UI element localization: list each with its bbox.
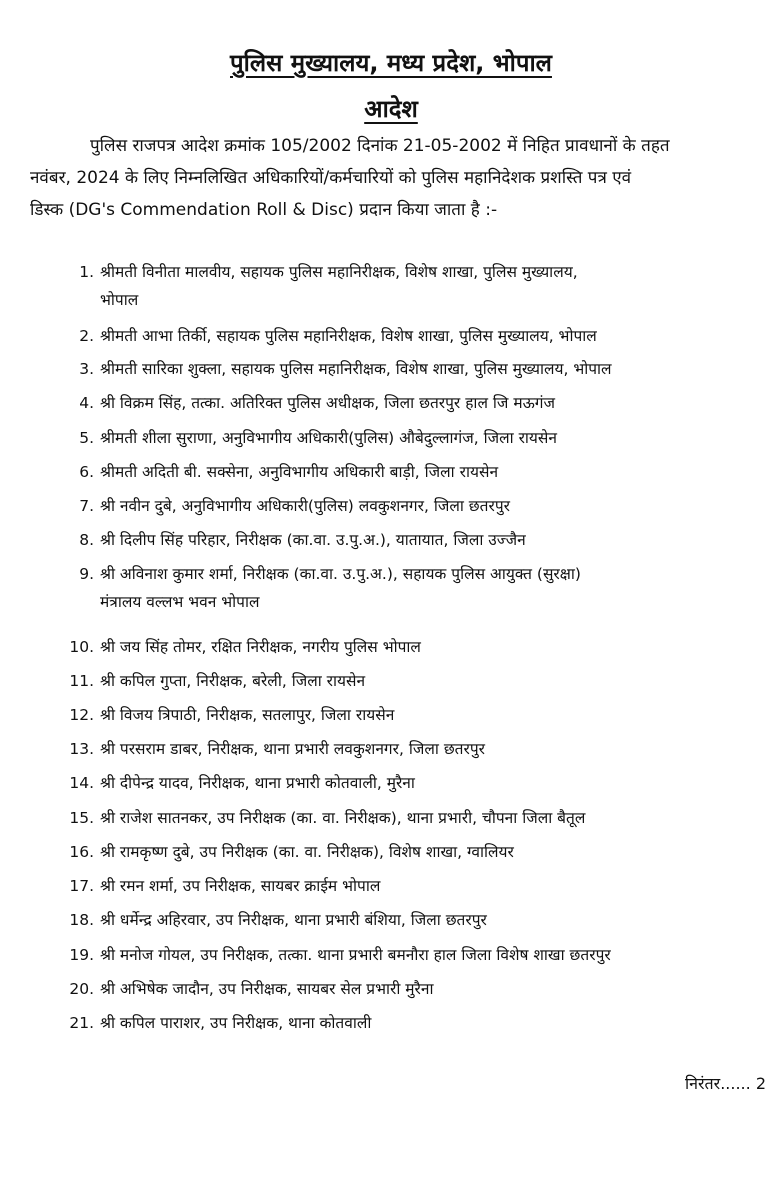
list-item-text: श्री रमन शर्मा, उप निरीक्षक, सायबर क्राईम भोपाल bbox=[100, 877, 381, 895]
list-item-text: श्रीमती आभा तिर्की, सहायक पुलिस महानिरीक्षक, विशेष शाखा, पुलिस मुख्यालय, भोपाल bbox=[100, 327, 597, 345]
list-item-number: 12. bbox=[69, 706, 94, 724]
list-item-number: 6. bbox=[79, 463, 94, 481]
list-item-text: श्री दीपेन्द्र यादव, निरीक्षक, थाना प्रभारी कोतवाली, मुरैना bbox=[100, 774, 415, 792]
list-item-number: 15. bbox=[69, 809, 94, 827]
list-item-number: 9. bbox=[79, 565, 94, 583]
list-item-number: 13. bbox=[69, 740, 94, 758]
list-item-text: श्री राजेश सातनकर, उप निरीक्षक (का. वा. निरीक्षक), थाना प्रभारी, चौपना जिला बैतूल bbox=[100, 809, 586, 827]
list-item-number: 18. bbox=[69, 911, 94, 929]
list-item-text: श्री नवीन दुबे, अनुविभागीय अधिकारी(पुलिस) लवकुशनगर, जिला छतरपुर bbox=[100, 497, 510, 515]
list-item-text-continued: भोपाल bbox=[100, 291, 139, 309]
list-item-text: श्रीमती अदिती बी. सक्सेना, अनुविभागीय अधिकारी बाड़ी, जिला रायसेन bbox=[100, 463, 499, 481]
list-item-number: 10. bbox=[69, 638, 94, 656]
list-item-number: 1. bbox=[79, 263, 94, 281]
intro-line-3: डिस्क (DG's Commendation Roll & Disc) प्रदान किया जाता है :- bbox=[30, 200, 498, 220]
list-item-text: श्री दिलीप सिंह परिहार, निरीक्षक (का.वा. उ.पु.अ.), यातायात, जिला उज्जैन bbox=[100, 531, 526, 549]
list-item-text: श्री विक्रम सिंह, तत्का. अतिरिक्त पुलिस अधीक्षक, जिला छतरपुर हाल जि मऊगंज bbox=[100, 394, 555, 412]
intro-paragraph bbox=[30, 130, 782, 226]
order-heading bbox=[0, 92, 782, 125]
list-item-number: 14. bbox=[69, 774, 94, 792]
list-item-number: 16. bbox=[69, 843, 94, 861]
list-item-text: श्री विजय त्रिपाठी, निरीक्षक, सतलापुर, जिला रायसेन bbox=[100, 706, 395, 724]
list-item-text: श्री धर्मेन्द्र अहिरवार, उप निरीक्षक, थाना प्रभारी बंशिया, जिला छतरपुर bbox=[100, 911, 487, 929]
list-item-text: श्री कपिल पाराशर, उप निरीक्षक, थाना कोतवाली bbox=[100, 1014, 372, 1032]
list-item-text: श्री मनोज गोयल, उप निरीक्षक, तत्का. थाना प्रभारी बमनौरा हाल जिला विशेष शाखा छतरपुर bbox=[100, 946, 611, 964]
page-title bbox=[0, 46, 782, 79]
intro-line-1: पुलिस राजपत्र आदेश क्रमांक 105/2002 दिनांक 21-05-2002 में निहित प्रावधानों के तहत bbox=[90, 136, 670, 156]
list-item-number: 7. bbox=[79, 497, 94, 515]
list-item-number: 3. bbox=[79, 360, 94, 378]
list-item-number: 17. bbox=[69, 877, 94, 895]
list-item-number: 11. bbox=[69, 672, 94, 690]
list-item-number: 2. bbox=[79, 327, 94, 345]
list-item-text: श्री कपिल गुप्ता, निरीक्षक, बरेली, जिला रायसेन bbox=[100, 672, 366, 690]
list-item-text: श्रीमती सारिका शुक्ला, सहायक पुलिस महानिरीक्षक, विशेष शाखा, पुलिस मुख्यालय, भोपाल bbox=[100, 360, 612, 378]
list-item-text: श्री रामकृष्ण दुबे, उप निरीक्षक (का. वा. निरीक्षक), विशेष शाखा, ग्वालियर bbox=[100, 843, 514, 861]
list-item-text: श्री जय सिंह तोमर, रक्षित निरीक्षक, नगरीय पुलिस भोपाल bbox=[100, 638, 421, 656]
list-item-number: 4. bbox=[79, 394, 94, 412]
list-item-text-continued: मंत्रालय वल्लभ भवन भोपाल bbox=[100, 593, 260, 611]
list-item-text: श्रीमती शीला सुराणा, अनुविभागीय अधिकारी(पुलिस) औबेदुल्लागंज, जिला रायसेन bbox=[100, 429, 558, 447]
list-item-number: 21. bbox=[69, 1014, 94, 1032]
intro-line-2: नवंबर, 2024 के लिए निम्नलिखित अधिकारियों/कर्मचारियों को पुलिस महानिदेशक प्रशस्ति पत्र एवं bbox=[30, 168, 632, 188]
list-item-number: 8. bbox=[79, 531, 94, 549]
list-item-number: 5. bbox=[79, 429, 94, 447]
list-item-number: 20. bbox=[69, 980, 94, 998]
list-item-text: श्री अभिषेक जादौन, उप निरीक्षक, सायबर सेल प्रभारी मुरैना bbox=[100, 980, 434, 998]
list-item-text: श्री परसराम डाबर, निरीक्षक, थाना प्रभारी लवकुशनगर, जिला छतरपुर bbox=[100, 740, 485, 758]
list-item-text: श्रीमती विनीता मालवीय, सहायक पुलिस महानिरीक्षक, विशेष शाखा, पुलिस मुख्यालय, bbox=[100, 263, 578, 281]
continued-marker: निरंतर...... 2 bbox=[684, 1074, 766, 1093]
list-item-number: 19. bbox=[69, 946, 94, 964]
page-title-text: पुलिस मुख्यालय, मध्य प्रदेश, भोपाल bbox=[230, 49, 552, 77]
list-item-text: श्री अविनाश कुमार शर्मा, निरीक्षक (का.वा. उ.पु.अ.), सहायक पुलिस आयुक्त (सुरक्षा) bbox=[100, 565, 581, 583]
order-heading-text: आदेश bbox=[364, 95, 418, 123]
